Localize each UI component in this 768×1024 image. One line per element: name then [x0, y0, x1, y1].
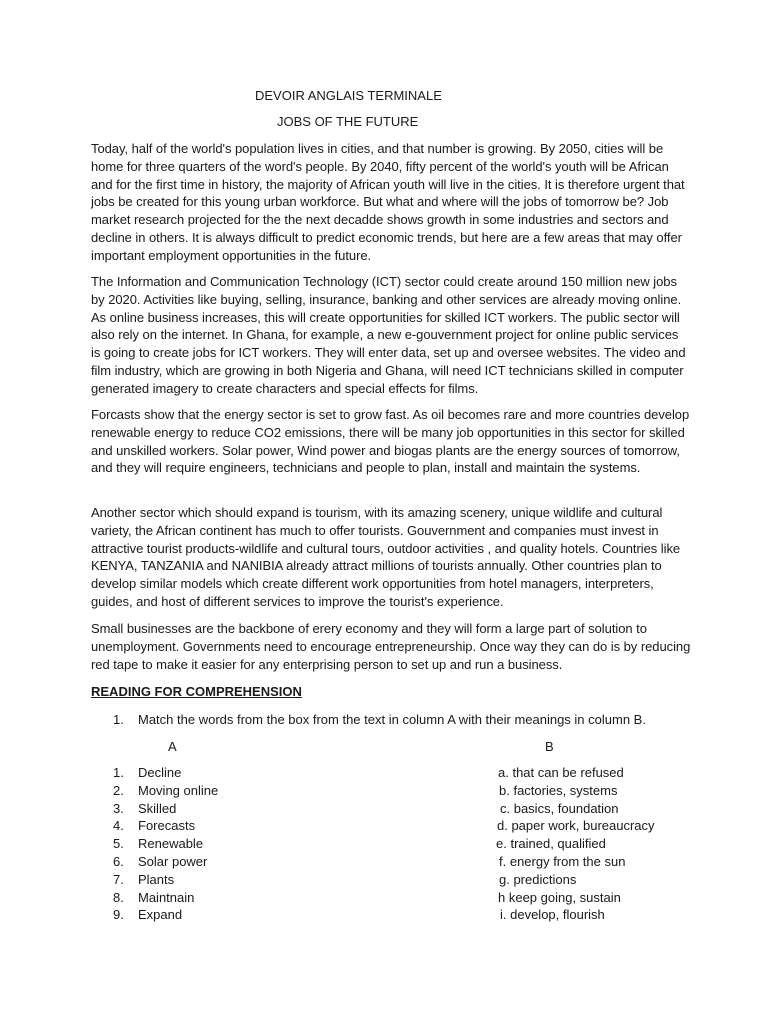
column-a-word: Maintnain — [138, 889, 195, 905]
column-b-meaning: b. factories, systems — [499, 782, 618, 798]
column-a-word: Forecasts — [138, 818, 196, 834]
paragraph-tourism: Another sector which should expand is tourism, with its amazing scenery, unique wildlife and cultural variety, the African continent has much to offer tourists. Gouvernment and companies must invest in attractive tourist products-wildlife and cultural tours, outdoor activities , and quality hotels. Countries like KENYA, TANZANIA and NANIBIA already attract millions of tourists annually. Other countries plan to develop similar models which create different work opportunities from hotel managers, interpreters, guides, and host of different services to improve the tourist's experience. — [91, 505, 681, 609]
column-b-meaning: d. paper work, bureaucracy — [497, 818, 655, 834]
column-a-word: Skilled — [138, 800, 177, 816]
matching-row — [0, 817, 768, 835]
document-title: JOBS OF THE FUTURE — [277, 114, 419, 129]
item-number: 5. — [113, 836, 124, 852]
matching-row — [0, 853, 768, 871]
column-b-meaning: h keep going, sustain — [498, 889, 621, 905]
column-a-word: Plants — [138, 871, 175, 887]
document-header: DEVOIR ANGLAIS TERMINALE — [255, 88, 442, 103]
column-b-heading: B — [545, 739, 554, 754]
item-number: 1. — [113, 765, 124, 780]
column-b-meaning: e. trained, qualified — [496, 836, 606, 852]
column-b-meaning: i. develop, flourish — [500, 907, 605, 923]
matching-row — [0, 871, 768, 889]
item-number: 6. — [113, 853, 124, 869]
matching-list — [0, 764, 768, 924]
paragraph-energy: Forcasts show that the energy sector is set to grow fast. As oil becomes rare and more countries develop renewable energy to reduce CO2 emissions, there will be many job opportunities in this sector for skilled and unskilled workers. Solar power, Wind power and biogas plants are the energy sources of tomorrow, and they will require engineers, technicians and people to plan, install and maintain the systems. — [91, 407, 690, 476]
item-number: 3. — [113, 800, 124, 816]
matching-row — [0, 800, 768, 818]
item-number: 8. — [113, 889, 124, 905]
item-number: 7. — [113, 871, 124, 887]
paragraph-ict: The Information and Communication Technology (ICT) sector could create around 150 million new jobs by 2020. Activities like buying, selling, insurance, banking and other services are already moving online. As online business increases, this will create opportunities for skilled ICT workers. The public sector will also rely on the internet. In Ghana, for example, a new e-gouvernment project for online public services is going to create jobs for ICT workers. They will enter data, set up and oversee websites. The video and film industry, which are growing in both Nigeria and Ghana, will need ICT technicians skilled in computer generated imagery to create characters and special effects for films. — [91, 274, 686, 396]
matching-row — [0, 906, 768, 924]
column-b-meaning: g. predictions — [499, 871, 577, 887]
column-b-meaning: c. basics, foundation — [500, 800, 619, 816]
matching-row — [0, 835, 768, 853]
column-a-heading: A — [168, 739, 177, 754]
matching-row — [0, 889, 768, 907]
column-a-word: Solar power — [138, 853, 208, 869]
question-text: Match the words from the box from the text in column A with their meanings in column B. — [138, 712, 646, 727]
column-a-word: Renewable — [138, 836, 204, 852]
column-a-word: Expand — [138, 907, 183, 923]
matching-row — [0, 782, 768, 800]
item-number: 2. — [113, 782, 124, 798]
paragraph-intro: Today, half of the world's population lives in cities, and that number is growing. By 2050, cities will be home for three quarters of the word's people. By 2040, fifty percent of the world's youth will be African and for the first time in history, the majority of African youth will live in the cities. It is therefore urgent that jobs be created for this young urban workforce. But what and where will the jobs of tomorrow be? Job market research projected for the the next decadde shows growth in some industries and sectors and decline in others. It is always difficult to predict economic trends, but here are a few areas that may offer important employment opportunities in the future. — [91, 141, 685, 263]
paragraph-small-business: Small businesses are the backbone of erery economy and they will form a large part of solution to unemployment. Governments need to encourage entrepreneurship. Once way they can do is by reducing red tape to make it easier for any enterprising person to set up and run a business. — [91, 621, 691, 672]
matching-row — [0, 764, 768, 782]
item-number: 9. — [113, 907, 124, 923]
item-number: 4. — [113, 818, 124, 834]
column-b-meaning: a. that can be refused — [498, 765, 624, 780]
column-b-meaning: f. energy from the sun — [499, 853, 626, 869]
section-heading: READING FOR COMPREHENSION — [91, 684, 302, 699]
column-a-word: Moving online — [138, 782, 219, 798]
column-a-word: Decline — [138, 765, 182, 780]
question-number: 1. — [113, 712, 124, 727]
